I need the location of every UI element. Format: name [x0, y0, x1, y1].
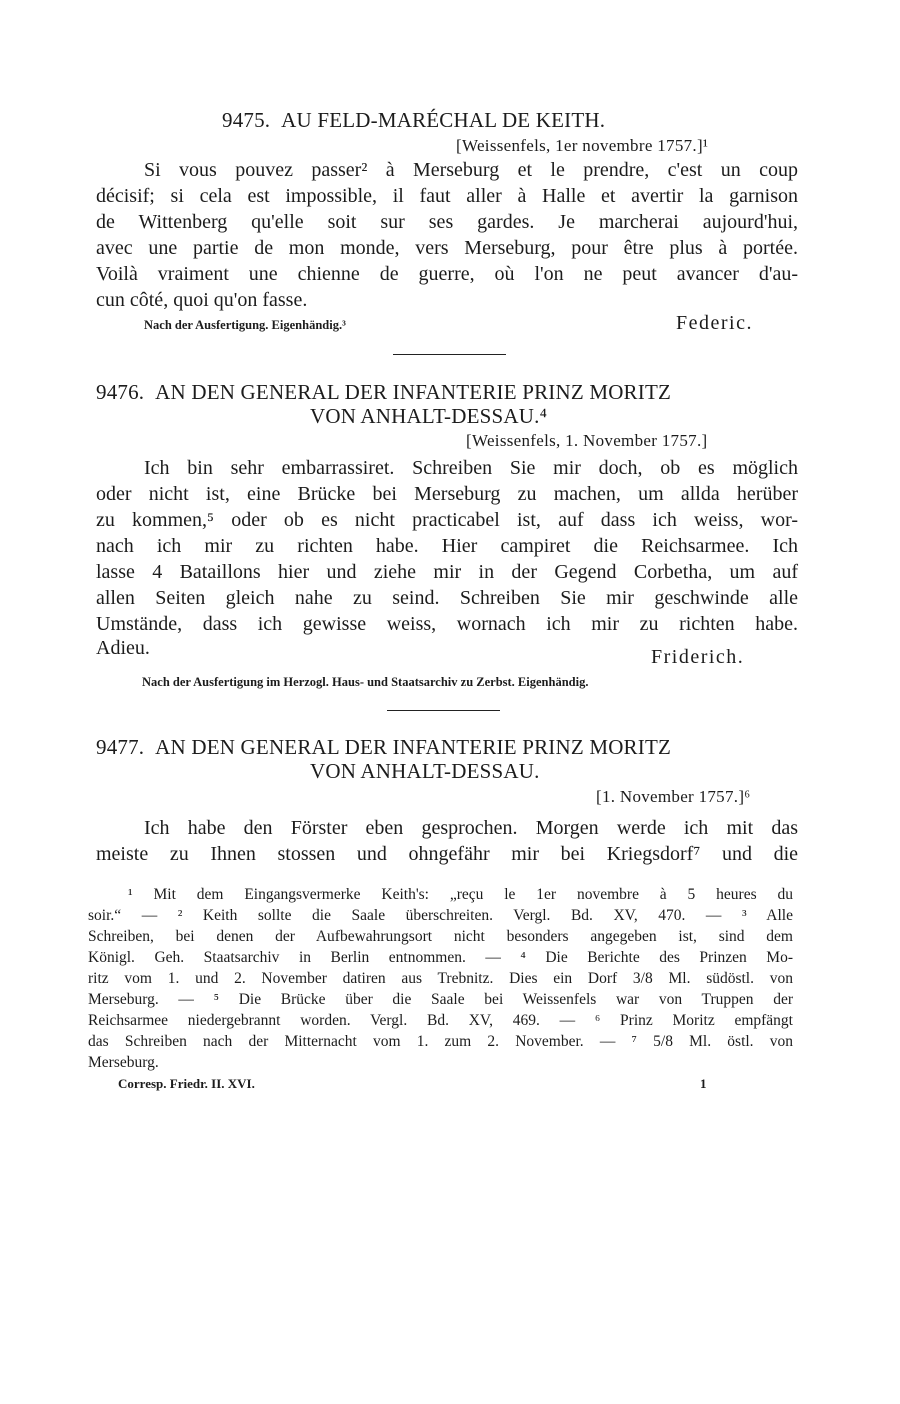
footnote-line: Schreiben, bei denen der Aufbewahrungsort nicht besonders angegeben ist, sind dem	[88, 928, 793, 945]
letter-recipient-line2: VON ANHALT-DESSAU.	[310, 759, 540, 783]
letter-recipient: AU FELD-MARÉCHAL DE KEITH.	[281, 108, 606, 132]
body-line: zu kommen,⁵ oder ob es nicht practicabel ist, auf dass ich weiss, wor-	[96, 509, 798, 531]
letter-number: 9475.	[222, 108, 271, 132]
page-number: 1	[700, 1076, 707, 1091]
letter-9475-date: [Weissenfels, 1er novembre 1757.]¹	[456, 136, 709, 155]
body-line: lasse 4 Bataillons hier und ziehe mir in der Gegend Corbetha, um auf	[96, 561, 798, 583]
footer-signature: Corresp. Friedr. II. XVI.	[118, 1076, 255, 1091]
section-divider	[387, 710, 500, 711]
source-note: Nach der Ausfertigung im Herzogl. Haus- und Staatsarchiv zu Zerbst. Eigenhändig.	[142, 675, 589, 689]
letter-recipient: AN DEN GENERAL DER INFANTERIE PRINZ MORITZ	[155, 735, 672, 759]
signature: Federic.	[676, 312, 753, 334]
letter-9476-date: [Weissenfels, 1. November 1757.]	[466, 431, 708, 450]
signature: Friderich.	[651, 646, 745, 668]
body-line: Si vous pouvez passer² à Merseburg et le prendre, c'est un coup	[144, 159, 798, 181]
body-line: Adieu.	[96, 637, 150, 659]
body-line: cun côté, quoi qu'on fasse.	[96, 289, 308, 311]
letter-9477-heading	[96, 735, 671, 760]
body-line: Ich bin sehr embarrassiret. Schreiben Sie mir doch, ob es möglich	[144, 457, 798, 479]
footnote-line: soir.“ — ² Keith sollte die Saale überschreiten. Vergl. Bd. XV, 470. — ³ Alle	[88, 907, 793, 924]
letter-9477-date: [1. November 1757.]⁶	[596, 787, 751, 806]
footnote-line: Merseburg. — ⁵ Die Brücke über die Saale bei Weissenfels war von Truppen der	[88, 991, 793, 1008]
letter-recipient-line2: VON ANHALT-DESSAU.⁴	[310, 404, 548, 428]
body-line: décisif; si cela est impossible, il faut aller à Halle et avertir la garnison	[96, 185, 798, 207]
footnote-line: ritz vom 1. und 2. November datiren aus Trebnitz. Dies ein Dorf 3/8 Ml. südöstl. von	[88, 970, 793, 987]
body-line: avec une partie de mon monde, vers Merseburg, pour être plus à portée.	[96, 237, 798, 259]
letter-9475-heading	[222, 108, 605, 133]
footnote-line: ¹ Mit dem Eingangsvermerke Keith's: „reçu le 1er novembre à 5 heures du	[128, 886, 793, 903]
letter-number: 9477.	[96, 735, 145, 759]
body-line: nach ich mir zu richten habe. Hier campiret die Reichsarmee. Ich	[96, 535, 798, 557]
section-divider	[393, 354, 506, 355]
body-line: Ich habe den Förster eben gesprochen. Morgen werde ich mit das	[144, 817, 798, 839]
letter-9476-heading	[96, 380, 671, 405]
body-line: allen Seiten gleich nahe zu seind. Schreiben Sie mir geschwinde alle	[96, 587, 798, 609]
body-line: meiste zu Ihnen stossen und ohngefähr mir bei Kriegsdorf⁷ und die	[96, 843, 798, 865]
footnote-line: Merseburg.	[88, 1054, 159, 1071]
letter-number: 9476.	[96, 380, 145, 404]
footnote-line: Reichsarmee niedergebrannt worden. Vergl. Bd. XV, 469. — ⁶ Prinz Moritz empfängt	[88, 1012, 793, 1029]
footnote-line: Königl. Geh. Staatsarchiv in Berlin entnommen. — ⁴ Die Berichte des Prinzen Mo-	[88, 949, 793, 966]
body-line: Voilà vraiment une chienne de guerre, où l'on ne peut avancer d'au-	[96, 263, 798, 285]
footnote-line: das Schreiben nach der Mitternacht vom 1. zum 2. November. — ⁷ 5/8 Ml. östl. von	[88, 1033, 793, 1050]
letter-recipient: AN DEN GENERAL DER INFANTERIE PRINZ MORITZ	[155, 380, 672, 404]
body-line: oder nicht ist, eine Brücke bei Merseburg zu machen, um allda herüber	[96, 483, 798, 505]
body-line: de Wittenberg qu'elle soit sur ses gardes. Je marcherai aujourd'hui,	[96, 211, 798, 233]
source-note: Nach der Ausfertigung. Eigenhändig.³	[144, 318, 346, 332]
body-line: Umstände, dass ich gewisse weiss, wornach ich mir zu richten habe.	[96, 613, 798, 635]
